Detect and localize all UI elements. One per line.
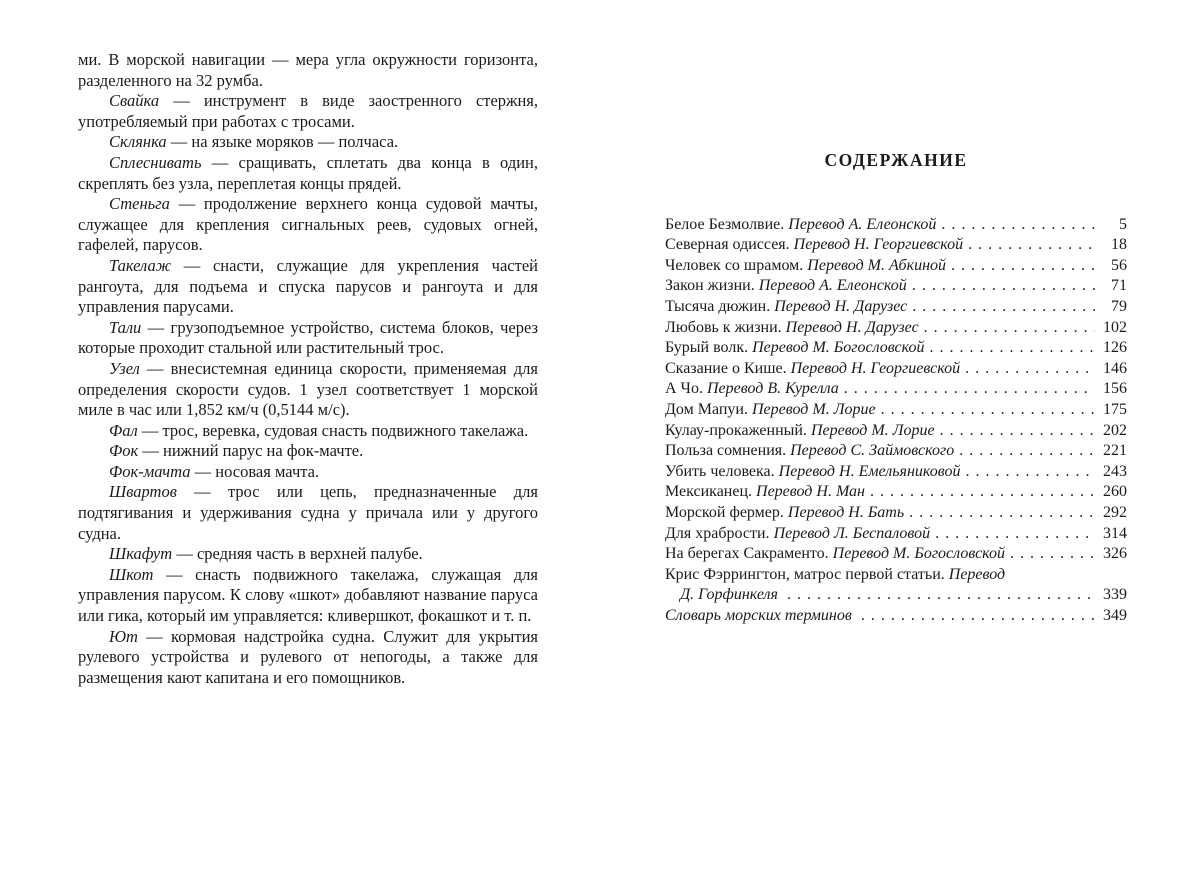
glossary-term: Фок-мачта — [109, 461, 191, 481]
toc-entry-title: Сказание о Кише. — [665, 359, 791, 377]
toc-entry — [665, 503, 1127, 524]
toc-entry-translator: Перевод Н. Дарузес — [774, 297, 908, 315]
glossary-term: Тали — [109, 317, 142, 337]
toc-entry-title: Северная одиссея. — [665, 236, 794, 254]
toc-entry — [665, 318, 1127, 339]
toc-dot-leader — [909, 503, 1095, 524]
toc-entry-translator: Перевод А. Елеонской — [758, 277, 907, 295]
toc-dot-leader — [966, 462, 1096, 483]
toc-entry-translator: Д. Горфинкеля — [680, 586, 782, 604]
toc-entry-title: Любовь к жизни. — [665, 318, 786, 336]
toc-dot-leader — [787, 585, 1095, 606]
glossary-paragraph: Шкафут — средняя часть в верхней палубе. — [109, 544, 423, 564]
toc-entry — [665, 524, 1127, 545]
table-of-contents — [665, 150, 1127, 626]
glossary-paragraph: Фал — трос, веревка, судовая снасть подвижного такелажа. — [109, 420, 529, 440]
glossary-paragraph: Фок-мачта — носовая мачта. — [109, 461, 320, 481]
glossary-paragraph: Ют — кормовая надстройка судна. Служит для укрытия рулевого устройства и рулевого от непогоды, а также для размещения кают капитана и его помощников. — [78, 626, 538, 687]
toc-entry-translator: Перевод Н. Ман — [756, 483, 865, 501]
toc-entry — [665, 379, 1127, 400]
glossary-paragraph: Свайка — инструмент в виде заостренного стержня, употребляемый при работах с тросами. — [78, 91, 538, 131]
toc-dot-leader — [965, 359, 1095, 380]
toc-entry — [665, 276, 1127, 297]
glossary-term: Такелаж — [109, 255, 172, 275]
toc-dot-leader — [912, 297, 1095, 318]
glossary-paragraph: Стеньга — продолжение верхнего конца судовой мачты, служащее для крепления сигнальных реев, судовых огней, гафелей, парусов. — [78, 194, 538, 255]
toc-entry — [665, 297, 1127, 318]
toc-dot-leader — [870, 482, 1095, 503]
glossary-term: Свайка — [109, 91, 160, 111]
toc-entries — [665, 215, 1127, 627]
toc-entry-title: Кулау-прокаженный. — [665, 421, 811, 439]
toc-entry — [665, 359, 1127, 380]
toc-dot-leader — [844, 379, 1095, 400]
toc-dot-leader — [929, 338, 1095, 359]
toc-dot-leader — [935, 524, 1095, 545]
glossary-term: Швартов — [109, 482, 177, 502]
glossary-term: Фок — [109, 441, 139, 461]
toc-entry — [665, 421, 1127, 442]
toc-entry-title: Белое Безмолвие. — [665, 215, 789, 233]
glossary-term: Шкот — [109, 564, 154, 584]
toc-dot-leader — [968, 235, 1095, 256]
glossary-term: Склянка — [109, 132, 167, 152]
toc-page-number: 156 — [1103, 380, 1127, 398]
toc-entry-translator: Перевод Н. Георгиевской — [793, 236, 964, 254]
glossary-paragraph: Швартов — трос или цепь, предназначенные для подтягивания и удерживания судна у причала или у другого судна. — [78, 482, 538, 543]
glossary-paragraph: Узел — внесистемная единица скорости, применяемая для определения скорости судов. 1 узел соответствует 1 морской миле в час или 1,852 км/ч (0,5144 м/с). — [78, 358, 538, 420]
toc-dot-leader — [951, 256, 1095, 277]
toc-entry-translator: Перевод А. Елеонской — [788, 215, 937, 233]
toc-page-number: 260 — [1103, 483, 1127, 501]
toc-entry — [665, 256, 1127, 277]
toc-entry-title: Польза сомнения. — [665, 442, 791, 460]
glossary-paragraph: Фок — нижний парус на фок-мачте. — [109, 441, 364, 461]
toc-entry — [665, 482, 1127, 503]
toc-title: СОДЕРЖАНИЕ — [824, 150, 968, 170]
glossary-paragraph: Шкот — снасть подвижного такелажа, служащая для управления парусом. К слову «шкот» добавляют название паруса или гика, который им управляется: кливершкот, фокашкот и т. п. — [78, 564, 538, 626]
toc-dot-leader — [940, 421, 1095, 442]
glossary-paragraph: Тали — грузоподъемное устройство, система блоков, через которые проходит стальной или растительный трос. — [78, 317, 538, 358]
toc-entry — [665, 338, 1127, 359]
glossary-term: Фал — [109, 420, 138, 440]
toc-entry-translator: Перевод Н. Бать — [787, 503, 905, 521]
toc-entry-translator: Перевод М. Лорие — [810, 421, 935, 439]
toc-page-number: 221 — [1103, 442, 1127, 460]
toc-entry-title: Закон жизни. — [665, 277, 759, 295]
toc-entry-title: Человек со шрамом. — [665, 256, 808, 274]
toc-entry — [665, 441, 1127, 462]
toc-entry — [665, 215, 1127, 236]
toc-page-number: 202 — [1103, 421, 1127, 439]
toc-entry-title: Бурый волк. — [665, 339, 753, 357]
toc-entry-title: Тысяча дюжин. — [665, 297, 775, 315]
toc-entry-title: Для храбрости. — [665, 524, 774, 542]
toc-dot-leader — [1010, 544, 1095, 565]
glossary-term: Сплеснивать — [109, 152, 202, 172]
toc-entry-translator: Перевод Н. Георгиевской — [790, 359, 961, 377]
glossary-term: Стеньга — [109, 194, 170, 214]
toc-entry-title: Морской фермер. — [665, 503, 788, 521]
toc-entry-title: А Чо. — [665, 380, 707, 398]
toc-entry-title: Мексиканец. — [665, 483, 757, 501]
toc-dot-leader — [912, 276, 1095, 297]
toc-page-number: 349 — [1103, 606, 1127, 624]
toc-page-number: 339 — [1103, 586, 1127, 604]
toc-dot-leader — [941, 215, 1095, 236]
toc-page-number: 71 — [1111, 277, 1127, 295]
toc-page-number: 314 — [1103, 524, 1127, 542]
toc-page-number: 18 — [1111, 236, 1127, 254]
toc-page-number: 175 — [1103, 400, 1127, 418]
glossary-term: Ют — [109, 626, 138, 646]
toc-entry-title: Крис Фэррингтон, матрос первой статьи. — [665, 565, 949, 583]
glossary-term: Шкафут — [109, 544, 173, 564]
toc-entry-translator: Словарь морских терминов — [665, 606, 856, 624]
glossary-paragraph: ми. В морской навигации — мера угла окружности горизонта, разделенного на 32 румба. — [78, 50, 538, 90]
toc-entry-translator: Перевод Н. Дарузес — [785, 318, 919, 336]
toc-page-number: 292 — [1103, 503, 1127, 521]
toc-dot-leader — [924, 318, 1095, 339]
toc-entry — [665, 462, 1127, 483]
toc-entry-translator: Перевод М. Лорие — [751, 400, 876, 418]
glossary-term: Узел — [109, 358, 140, 378]
toc-page-number: 146 — [1103, 359, 1127, 377]
toc-page-number: 326 — [1103, 545, 1127, 563]
toc-entry — [665, 400, 1127, 421]
toc-entry-title: На берегах Сакраменто. — [665, 545, 833, 563]
toc-page-number: 56 — [1111, 256, 1127, 274]
toc-entry — [665, 565, 1127, 586]
toc-page-number: 102 — [1103, 318, 1127, 336]
toc-page-number: 126 — [1103, 339, 1127, 357]
toc-entry-title: Убить человека. — [665, 462, 779, 480]
toc-entry — [665, 585, 1127, 606]
toc-dot-leader — [959, 441, 1095, 462]
toc-entry — [665, 235, 1127, 256]
glossary-paragraph: Склянка — на языке моряков — полчаса. — [109, 132, 399, 152]
toc-page-number: 79 — [1111, 297, 1127, 315]
toc-entry-translator: Перевод В. Курелла — [706, 380, 839, 398]
toc-entry-translator: Перевод М. Богословской — [832, 545, 1006, 563]
glossary — [78, 50, 538, 688]
toc-page-number: 243 — [1103, 462, 1127, 480]
toc-entry-translator: Перевод Н. Емельяниковой — [778, 462, 961, 480]
toc-page-number: 5 — [1119, 215, 1127, 233]
toc-entry — [665, 606, 1127, 627]
toc-entry-translator: Перевод М. Абкиной — [807, 256, 946, 274]
toc-entry-translator: Перевод Л. Беспаловой — [773, 524, 931, 542]
toc-dot-leader — [861, 606, 1095, 627]
toc-dot-leader — [881, 400, 1095, 421]
toc-entry — [665, 544, 1127, 565]
toc-entry-translator: Перевод С. Займовского — [790, 442, 955, 460]
toc-entry-title: Дом Мапуи. — [665, 400, 752, 418]
glossary-paragraph: Такелаж — снасти, служащие для укрепления частей рангоута, для подъема и спуска парусов и рангоута и для управления парусами. — [78, 255, 538, 317]
glossary-paragraph: Сплеснивать — сращивать, сплетать два конца в один, скреплять без узла, переплетая концы прядей. — [78, 152, 538, 193]
toc-entry-translator: Перевод — [948, 565, 1006, 583]
toc-entry-translator: Перевод М. Богословской — [752, 339, 925, 357]
